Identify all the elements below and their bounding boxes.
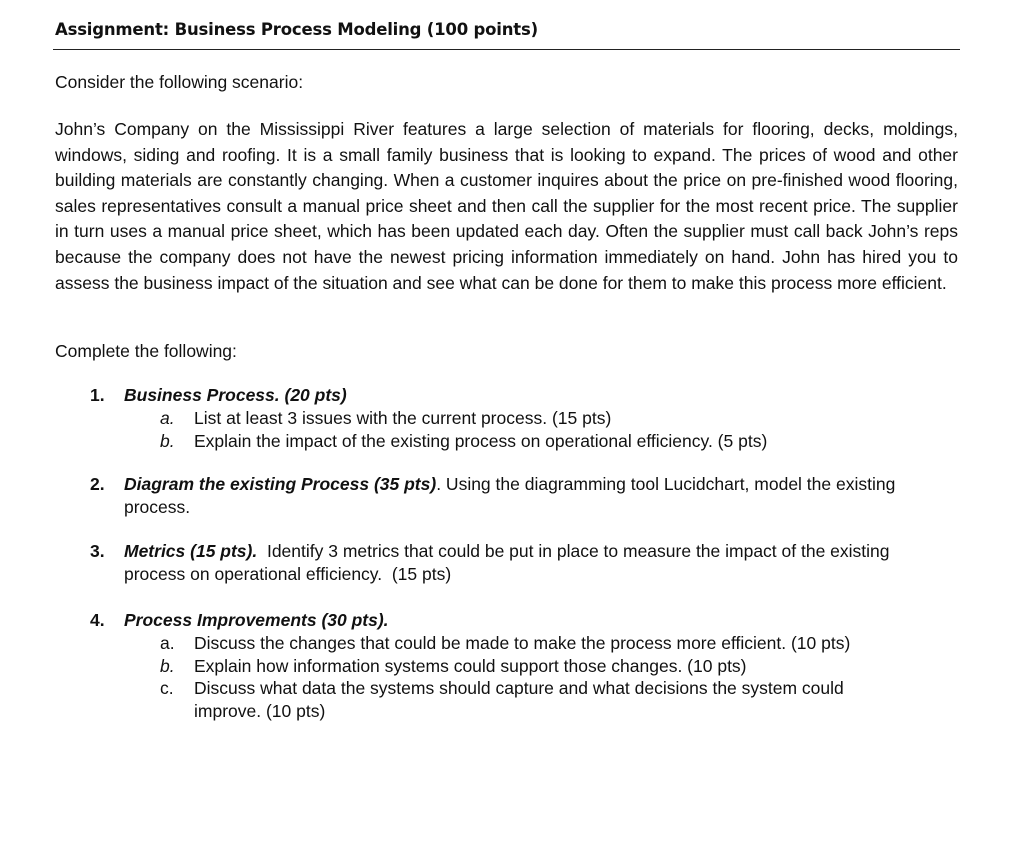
subitem-letter: b. xyxy=(160,430,175,451)
task-4-subitems xyxy=(90,632,910,723)
task-3 xyxy=(90,540,930,585)
task-number: 3. xyxy=(90,541,105,561)
list-item xyxy=(160,632,910,655)
subitem-text: Discuss what data the systems should capture and what decisions the system could improve. (10 pts) xyxy=(194,678,844,722)
subitem-letter: a. xyxy=(160,408,175,428)
subitem-letter: c. xyxy=(160,678,174,699)
intro-text: Consider the following scenario: xyxy=(55,72,304,92)
task-1-subitems xyxy=(90,407,930,452)
assignment-title: Assignment: Business Process Modeling (100 points) xyxy=(55,20,538,39)
task-number: 4. xyxy=(90,610,105,630)
task-heading: Diagram the existing Process (35 pts) xyxy=(124,474,437,494)
task-text: Identify 3 metrics that could be put in place to measure the impact of the existing process on operational efficiency. (15 pts) xyxy=(124,541,895,584)
subitem-text: Explain how information systems could support those changes. (10 pts) xyxy=(194,655,747,676)
task-1 xyxy=(90,384,930,407)
complete-label: Complete the following: xyxy=(55,341,237,361)
title-divider xyxy=(53,49,960,50)
list-item xyxy=(160,655,910,678)
task-number: 1. xyxy=(90,385,105,405)
task-text: . Using the diagramming tool Lucidchart, model the existing process. xyxy=(124,474,896,517)
scenario-paragraph: John’s Company on the Mississippi River features a large selection of materials for flooring, decks, moldings, windows, siding and roofing. It is a small family business that is looking to expand. The prices of wood and other building materials are constantly changing. When a customer inquires about the price on pre-finished wood flooring, sales representatives consult a manual price sheet and then call the supplier for the most recent price. The supplier in turn uses a manual price sheet, which has been updated each day. Often the supplier must call back John’s reps because the company does not have the newest pricing information immediately on hand. John has hired you to assess the business impact of the situation and see what can be done for them to make this process more efficient. xyxy=(55,119,958,293)
task-body xyxy=(124,384,930,407)
task-4 xyxy=(90,609,930,632)
subitem-text: Discuss the changes that could be made to make the process more efficient. (10 pts) xyxy=(194,633,851,653)
task-number: 2. xyxy=(90,474,105,494)
subitem-text: Explain the impact of the existing process on operational efficiency. (5 pts) xyxy=(194,430,768,451)
task-body xyxy=(124,609,930,632)
task-heading: Metrics (15 pts). xyxy=(124,541,258,561)
list-item xyxy=(160,407,930,430)
task-body xyxy=(124,540,930,585)
task-heading: Business Process. (20 pts) xyxy=(124,385,347,405)
task-heading: Process Improvements (30 pts). xyxy=(124,610,389,630)
task-body xyxy=(124,473,930,518)
subitem-letter: b. xyxy=(160,655,175,676)
task-2 xyxy=(90,473,930,518)
list-item xyxy=(160,677,910,722)
subitem-letter: a. xyxy=(160,633,175,653)
subitem-text: List at least 3 issues with the current process. (15 pts) xyxy=(194,408,612,428)
list-item xyxy=(160,430,930,453)
